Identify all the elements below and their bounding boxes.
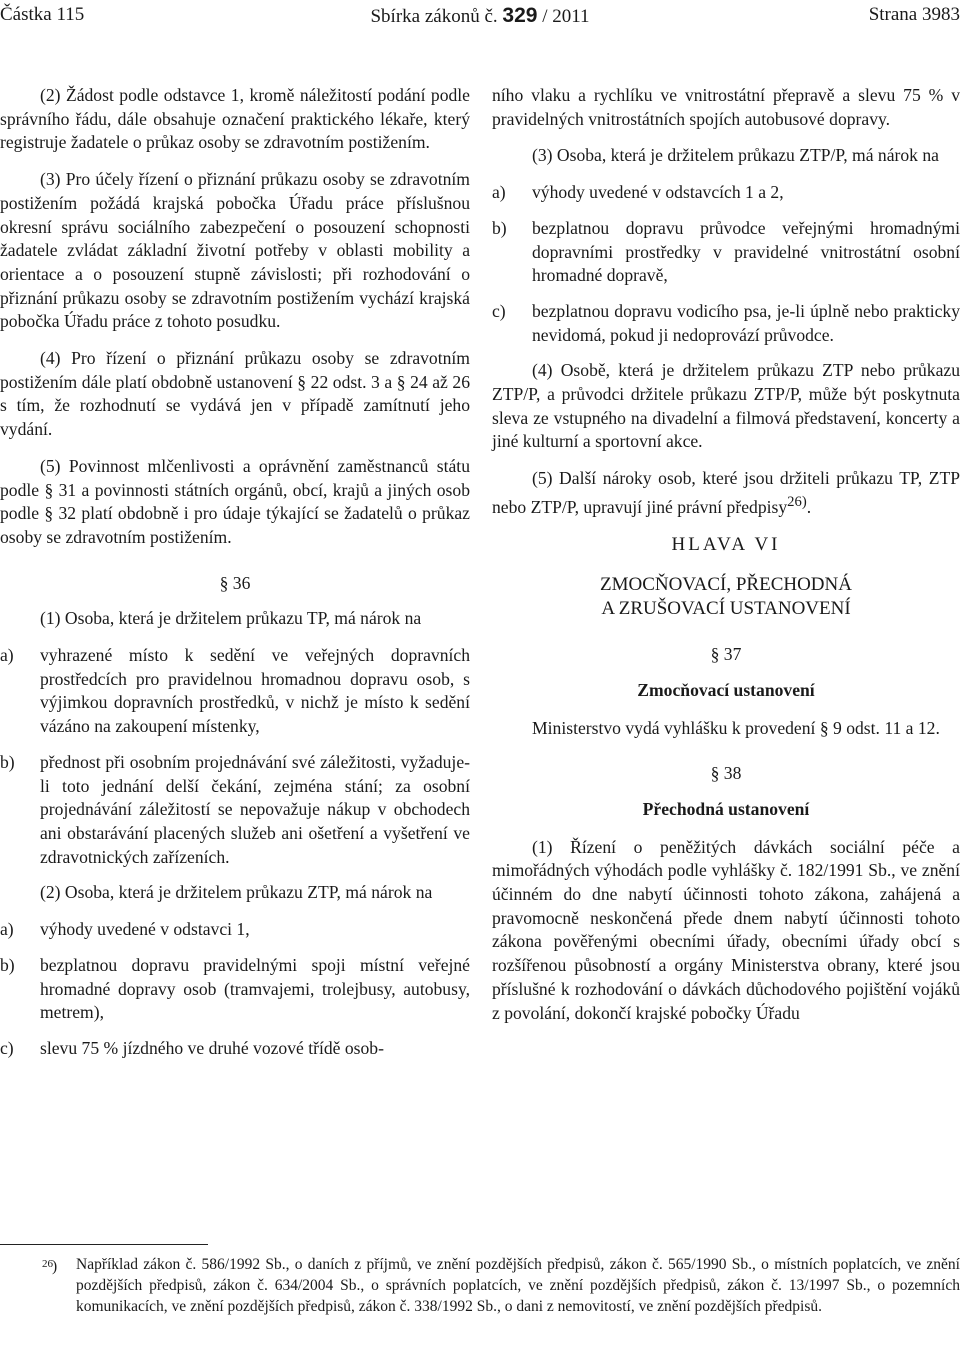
item-label: a): [492, 182, 506, 203]
paragraph-3: (3) Pro účely řízení o přiznání průkazu osoby se zdravotním postižením požádá krajská pobočka Úřadu práce příslušnou okresní správu sociálního zabezpečení o posouzení schopnosti žadatele zvládat základní životní potřeby v oblasti mobility a orientace a o posouzení stupně závislosti; při rozhodování o přiznání průkazu osoby se zdravotním postižením vychází krajská pobočka Úřadu práce z tohoto posudku.: [0, 169, 470, 332]
list-item: [0, 751, 470, 870]
header-collection-pre: Sbírka zákonů č.: [370, 6, 503, 27]
header-collection: [0, 4, 960, 28]
footnote-number: 26: [42, 1258, 53, 1270]
header-number: 329: [502, 4, 538, 27]
right-column: [492, 84, 960, 1038]
list-item: [0, 918, 470, 942]
section-36-paragraph-3: (3) Osoba, která je držitelem průkazu ZTP/P, má nárok na: [532, 145, 939, 166]
item-text: vyhrazené místo k sedění ve veřejných dopravních prostředcích pro pravidelnou hromadnou dopravu osob, s výjimkou dopravních prostředků, v nichž je místo k sedění vázáno na zakoupení místenky,: [40, 645, 470, 737]
item-label: c): [492, 300, 506, 321]
chapter-heading: HLAVA VI: [671, 534, 781, 556]
chapter-title-line-2: A ZRUŠOVACÍ USTANOVENÍ: [601, 598, 851, 620]
item-text: výhody uvedené v odstavcích 1 a 2,: [532, 182, 784, 203]
footnote-paren: ): [52, 1258, 58, 1275]
list-item: [0, 644, 470, 739]
item-text: slevu 75 % jízdného ve druhé vozové třídě osob-: [40, 1037, 384, 1058]
footnote-divider: [0, 1244, 208, 1245]
section-36-heading: § 36: [219, 572, 251, 593]
chapter-title: [492, 573, 960, 621]
item-text: bezplatnou dopravu vodicího psa, je-li úplně nebo prakticky nevidomá, pokud ji nedoprovází průvodce.: [532, 300, 960, 345]
header-issue: Částka 115: [0, 4, 85, 25]
list-item: [0, 954, 470, 1025]
item-label: b): [0, 954, 15, 975]
item-text: přednost při osobním projednávání své záležitosti, vyžaduje-li toto jednání delší čekání, zejména stání; za osobní projednávání záležitostí se nepovažuje nákup v obchodech ani obstarávání placených služeb ani ošetření a vyšetření ve zdravotnických zařízeních.: [40, 751, 470, 867]
list-item: [492, 181, 960, 205]
item-text: výhody uvedené v odstavci 1,: [40, 919, 250, 940]
item-label: b): [492, 217, 507, 238]
section-36-paragraph-4: (4) Osobě, která je držitelem průkazu ZTP nebo průkazu ZTP/P, a průvodci držitele průkazu ZTP/P, může být poskytnuta sleva ze vstupného na divadelní a filmová představení, koncerty a jiné kulturní a sportovní akce.: [492, 360, 960, 452]
paragraph-5-text: (5) Další nároky osob, které jsou držiteli průkazu TP, ZTP nebo ZTP/P, upravují jiné právní předpisy: [492, 468, 960, 517]
section-38-title: Přechodná ustanovení: [642, 798, 810, 819]
header-collection-post: / 2011: [537, 6, 590, 27]
paragraph-4: (4) Pro řízení o přiznání průkazu osoby se zdravotním postižením dále platí obdobně ustanovení § 22 odst. 3 a § 24 až 26 s tím, že rozhodnutí se vydává jen v případě zamítnutí jeho vydání.: [0, 348, 470, 440]
footnote-reference: 26): [787, 493, 807, 510]
left-column: [0, 84, 470, 1073]
paragraph-5: (5) Povinnost mlčenlivosti a oprávnění zaměstnanců státu podle § 31 a povinnosti státních orgánů, obcí, krajů a jiných osob podle § 32 platí obdobně i pro údaje týkající se žadatelů o průkaz osoby se zdravotním postižením.: [0, 455, 470, 547]
section-37-title: Zmocňovací ustanovení: [637, 679, 815, 700]
section-36-paragraph-2: (2) Osoba, která je držitelem průkazu ZTP, má nárok na: [40, 882, 433, 903]
section-38-paragraph-1: (1) Řízení o peněžitých dávkách sociální péče a mimořádných výhodách podle vyhlášky č. 182/1991 Sb., ve znění účinném do dne nabytí účinnosti tohoto zákona, zahájená a pravomocně neskončená přede dnem nabytí účinnosti tohoto zákona pověřenými obecními úřady, obecními úřady obcí s rozšířenou působností a orgány Ministerstva obrany, které jsou příslušné k rozhodování o dávkách důchodového pojištění vojáků z povolání, dokončí krajské pobočky Úřadu: [492, 836, 960, 1023]
list-item: [492, 300, 960, 347]
continued-text: ního vlaku a rychlíku ve vnitrostátní přepravě a slevu 75 % v pravidelných vnitrostátních spojích autobusové dopravy.: [492, 85, 960, 129]
paragraph-2: (2) Žádost podle odstavce 1, kromě náležitostí podání podle správního řádu, dále obsahuje označení praktického lékaře, který registruje žadatele o průkaz osoby se zdravotním postižením.: [0, 85, 470, 153]
item-label: c): [0, 1037, 14, 1058]
section-37-heading: § 37: [710, 644, 742, 665]
list-item: [492, 217, 960, 288]
section-38-heading: § 38: [710, 763, 742, 784]
paragraph-5-end: .: [806, 496, 812, 517]
footnote-text: Například zákon č. 586/1992 Sb., o daních z příjmů, ve znění pozdějších předpisů, zákon č. 565/1990 Sb., o místních poplatcích, ve znění pozdějších předpisů, zákon č. 634/2004 Sb., o správních poplatcích, ve znění pozdějších předpisů, zákon č. 13/1997 Sb., o pozemních komunikacích, ve znění pozdějších předpisů, zákon č. 338/1992 Sb., o dani z nemovitostí, ve znění pozdějších předpisů.: [76, 1256, 960, 1315]
section-36-paragraph-5: [492, 467, 960, 519]
item-text: bezplatnou dopravu průvodce veřejnými hromadnými dopravními prostředky v pravidelné vnitrostátní osobní hromadné dopravě,: [532, 217, 960, 286]
item-text: bezplatnou dopravu pravidelnými spoji místní veřejné hromadné dopravy osob (tramvajemi, trolejbusy, autobusy, metrem),: [40, 954, 470, 1023]
page-header: [0, 2, 960, 32]
header-page: Strana 3983: [868, 4, 960, 25]
item-label: a): [0, 919, 14, 940]
footnote: [0, 1254, 960, 1317]
list-item: [0, 1037, 470, 1061]
item-label: a): [0, 645, 14, 666]
section-36-paragraph-1: (1) Osoba, která je držitelem průkazu TP, má nárok na: [40, 608, 422, 629]
item-label: b): [0, 751, 15, 772]
chapter-title-line-1: ZMOCŇOVACÍ, PŘECHODNÁ: [600, 574, 852, 596]
section-37-paragraph: Ministerstvo vydá vyhlášku k provedení § 9 odst. 11 a 12.: [532, 717, 940, 738]
